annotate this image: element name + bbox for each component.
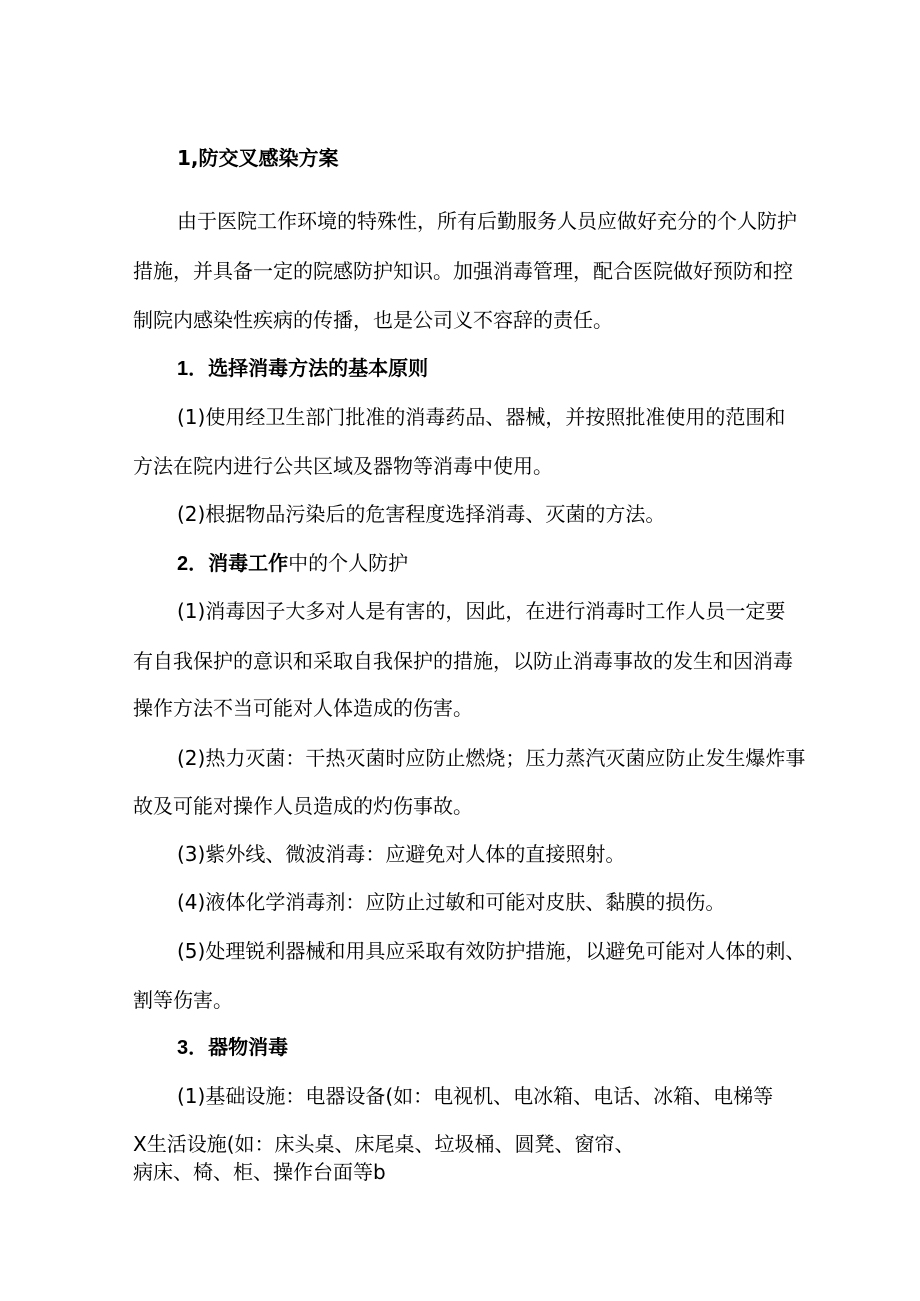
section-3-item-1: (1)基础设施：电器设备(如：电视机、电冰箱、电话、冰箱、电梯等 [177,1084,774,1108]
intro-line-2: 措施，并具备一定的院感防护知识。加强消毒管理，配合医院做好预防和控 [133,259,793,283]
intro-line-1: 由于医院工作环境的特殊性，所有后勤服务人员应做好充分的个人防护 [177,209,797,233]
section-1-item-1-cont: 方法在院内进行公共区域及器物等消毒中使用。 [133,454,553,478]
document-title: 1,防交叉感染方案 [177,146,339,170]
section-2-title-rest: 中的个人防护 [288,551,409,575]
intro-line-3: 制院内感染性疾病的传播，也是公司义不容辞的责任。 [133,308,613,332]
section-2-item-4: (4)液体化学消毒剂：应防止过敏和可能对皮肤、黏膜的损伤。 [177,890,726,914]
section-3-item-1-cont-2: 病床、椅、柜、操作台面等b [133,1160,386,1184]
section-2-item-5-cont: 割等伤害。 [133,988,233,1012]
section-2-item-1-cont-2: 操作方法不当可能对人体造成的伤害。 [133,696,473,720]
section-2-item-2-cont: 故及可能对操作人员造成的灼伤事故。 [133,794,473,818]
section-3-item-1-cont-1: X生活设施(如：床头桌、床尾桌、垃圾桶、圆凳、窗帘、 [133,1132,635,1156]
section-2-item-3: (3)紫外线、微波消毒：应避免对人体的直接照射。 [177,842,626,866]
section-2-item-2: (2)热力灭菌：干热灭菌时应防止燃烧；压力蒸汽灭菌应防止发生爆炸事 [177,746,806,770]
section-2-number: 2 [177,553,189,575]
section-3-number: 3 [177,1037,189,1059]
section-1-heading [177,355,428,382]
section-2-item-1: (1)消毒因子大多对人是有害的，因此，在进行消毒时工作人员一定要 [177,599,786,623]
section-2-title-bold: ．消毒工作 [188,551,289,575]
section-2-heading [177,550,408,577]
section-1-item-2: (2)根据物品污染后的危害程度选择消毒、灭菌的方法。 [177,502,666,526]
section-2-item-5: (5)处理锐利器械和用具应采取有效防护措施，以避免可能对人体的刺、 [177,939,806,963]
section-1-title: ．选择消毒方法的基本原则 [188,356,429,380]
section-3-heading [177,1034,288,1061]
section-1-item-1: (1)使用经卫生部门批准的消毒药品、器械，并按照批准使用的范围和 [177,405,786,429]
section-3-title: ．器物消毒 [188,1035,289,1059]
section-2-item-1-cont-1: 有自我保护的意识和采取自我保护的措施，以防止消毒事故的发生和因消毒 [133,649,793,673]
section-1-number: 1 [177,358,189,380]
